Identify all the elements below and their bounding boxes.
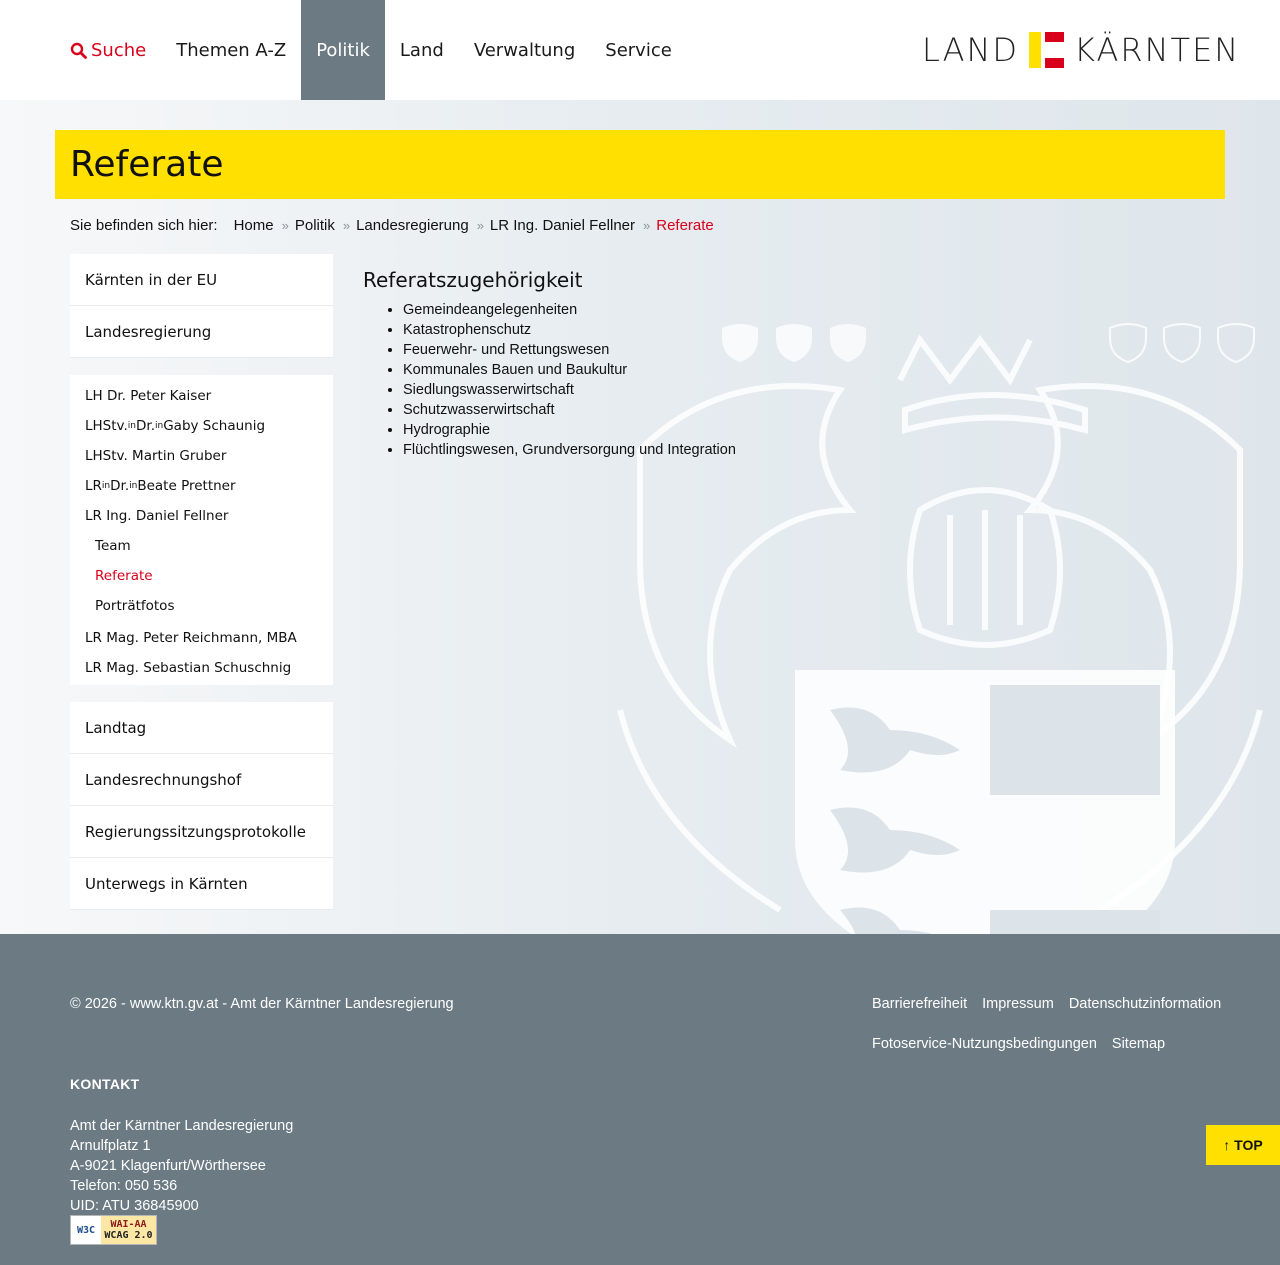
contact-title: KONTAKT	[70, 1076, 140, 1092]
copyright: © 2026 - www.ktn.gv.at - Amt der Kärntner Landesregierung	[70, 996, 454, 1012]
nav-search[interactable]	[55, 0, 161, 100]
contact-line: Telefon: 050 536	[70, 1178, 178, 1194]
sidebar-item-fellner[interactable]: LR Ing. Daniel Fellner	[85, 508, 229, 524]
sidebar	[70, 254, 333, 910]
sidebar-item-schuschnig[interactable]: LR Mag. Sebastian Schuschnig	[85, 660, 292, 676]
main-content	[363, 268, 983, 460]
breadcrumb-politik[interactable]: Politik	[294, 216, 335, 234]
sidebar-item-team[interactable]: Team	[95, 538, 131, 554]
footer-link-fotoservice[interactable]: Fotoservice-Nutzungsbedingungen	[872, 1036, 1097, 1052]
logo-text-kaernten: KÄRNTEN	[1074, 31, 1241, 69]
main-nav	[55, 0, 687, 100]
footer-link-sitemap[interactable]: Sitemap	[1111, 1036, 1166, 1052]
breadcrumb-lr-fellner[interactable]: LR Ing. Daniel Fellner	[489, 216, 635, 234]
chevron-double-right-icon: »	[342, 217, 351, 233]
nav-verwaltung[interactable]: Verwaltung	[473, 39, 576, 61]
contact-line: UID: ATU 36845900	[70, 1198, 199, 1214]
breadcrumb-landesregierung[interactable]: Landesregierung	[356, 216, 469, 234]
content-heading: Referatszugehörigkeit	[363, 268, 583, 292]
sidebar-item-kaernten-eu[interactable]: Kärnten in der EU	[70, 254, 333, 306]
logo-text-land: LAND	[922, 31, 1020, 69]
footer-link-barrierefreiheit[interactable]: Barrierefreiheit	[872, 996, 968, 1012]
list-item: • Schutzwasserwirtschaft	[403, 400, 983, 420]
list-item: • Feuerwehr- und Rettungswesen	[403, 340, 983, 360]
sidebar-item-kaiser[interactable]: LH Dr. Peter Kaiser	[85, 388, 212, 404]
sidebar-level3-menu	[70, 531, 333, 623]
badge-line1: WAI-AA	[110, 1219, 147, 1230]
sidebar-item-landtag[interactable]: Landtag	[70, 702, 333, 754]
logo-mark-icon	[1029, 32, 1064, 68]
breadcrumb-current: Referate	[656, 216, 714, 234]
footer-links	[872, 996, 1232, 1076]
sidebar-item-prettner[interactable]: LR in Dr. in Beate Prettner	[85, 478, 236, 494]
nav-themen-a-z[interactable]: Themen A-Z	[176, 39, 287, 61]
chevron-double-right-icon: »	[476, 217, 484, 233]
sidebar-item-portraetfotos[interactable]: Porträtfotos	[95, 598, 175, 614]
nav-service[interactable]: Service	[605, 39, 672, 61]
sidebar-submenu	[70, 375, 333, 685]
sidebar-item-landesrechnungshof[interactable]: Landesrechnungshof	[70, 754, 333, 806]
footer-link-impressum[interactable]: Impressum	[982, 996, 1054, 1012]
nav-land[interactable]: Land	[399, 39, 444, 61]
search-icon	[70, 42, 87, 59]
chevron-double-right-icon: »	[643, 217, 651, 233]
w3c-logo-icon: W3C	[71, 1216, 101, 1244]
contact-address	[70, 1116, 293, 1216]
contact-line: Amt der Kärntner Landesregierung	[70, 1118, 294, 1134]
wcag-badge[interactable]	[70, 1215, 157, 1245]
chevron-double-right-icon: »	[281, 217, 289, 233]
nav-search-label: Suche	[91, 39, 147, 61]
badge-line2: WCAG 2.0	[104, 1230, 153, 1241]
referate-list	[363, 300, 983, 460]
breadcrumb-prefix: Sie befinden sich hier:	[70, 216, 218, 234]
list-item: • Hydrographie	[403, 420, 983, 440]
page-title-bar	[55, 130, 1225, 199]
breadcrumb	[70, 215, 714, 235]
breadcrumb-home[interactable]: Home	[233, 216, 274, 234]
sidebar-item-unterwegs[interactable]: Unterwegs in Kärnten	[70, 858, 333, 910]
list-item: • Gemeindeangelegenheiten	[403, 300, 983, 320]
sidebar-item-regierungssitzungsprotokolle[interactable]: Regierungssitzungsprotokolle	[70, 806, 333, 858]
back-to-top-button[interactable]: ↑ TOP	[1206, 1125, 1280, 1165]
sidebar-item-landesregierung[interactable]: Landesregierung	[70, 306, 333, 358]
sidebar-item-referate[interactable]: Referate	[95, 568, 153, 584]
nav-politik[interactable]: Politik	[301, 0, 385, 100]
list-item: • Siedlungswasserwirtschaft	[403, 380, 983, 400]
site-footer	[0, 934, 1280, 1265]
footer-link-datenschutz[interactable]: Datenschutzinformation	[1068, 996, 1222, 1012]
site-header	[0, 0, 1280, 100]
list-item: • Kommunales Bauen und Baukultur	[403, 360, 983, 380]
sidebar-item-schaunig[interactable]: LHStv. in Dr. in Gaby Schaunig	[85, 418, 266, 434]
page-title: Referate	[70, 144, 224, 185]
sidebar-item-gruber[interactable]: LHStv. Martin Gruber	[85, 448, 227, 464]
sidebar-item-reichmann[interactable]: LR Mag. Peter Reichmann, MBA	[85, 630, 297, 646]
list-item: • Flüchtlingswesen, Grundversorgung und Integration	[403, 440, 983, 460]
contact-line: A-9021 Klagenfurt/Wörthersee	[70, 1158, 266, 1174]
land-kaernten-logo[interactable]	[922, 30, 1241, 70]
list-item: • Katastrophenschutz	[403, 320, 983, 340]
contact-line: Arnulfplatz 1	[70, 1138, 151, 1154]
